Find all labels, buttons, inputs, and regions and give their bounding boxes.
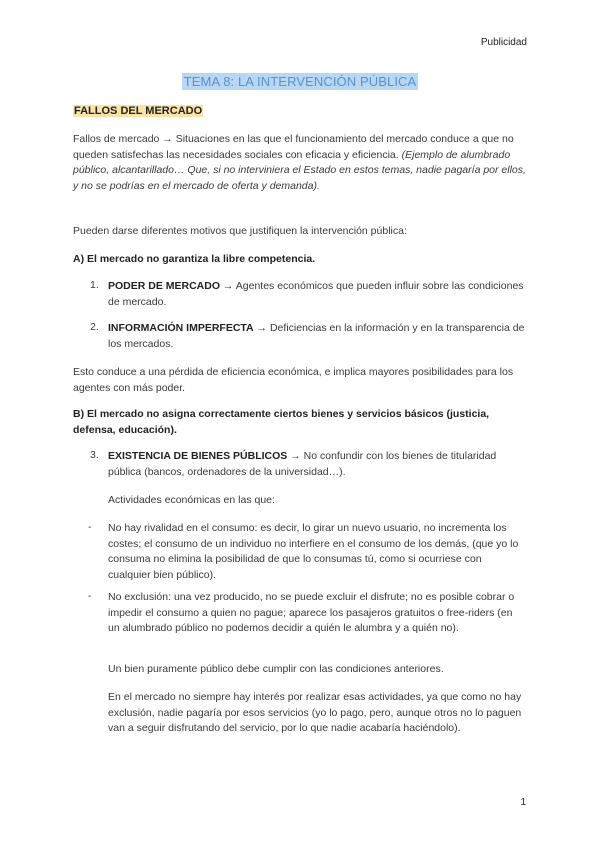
item3-number: 3.	[90, 449, 99, 461]
item1-desc: → Agentes económicos que pueden influir sobre las condiciones de mercado.	[108, 280, 524, 308]
actividades-paragraph: Actividades económicas en las que:	[108, 494, 275, 506]
item3-text	[108, 449, 526, 480]
item2-text	[108, 321, 526, 352]
heading-b: B) El mercado no asigna correctamente ciertos bienes y servicios básicos (justicia, defensa, educación).	[73, 408, 490, 436]
item3-desc: → No confundir con los bienes de titularidad pública (bancos, ordenadores de la universidad…).	[108, 450, 497, 478]
item1-term: PODER DE MERCADO	[108, 280, 221, 292]
intro-lead: Fallos de mercado → Situaciones en las que el funcionamiento del mercado conduce a que no queden satisfechas las necesidades sociales con eficacia y eficiencia.	[73, 133, 514, 161]
conduce-paragraph: Esto conduce a una pérdida de eficiencia económica, e implica mayores posibilidades para los agentes con más poder.	[73, 366, 514, 394]
intro-example: (Ejemplo de alumbrado público, alcantarillado… Que, si no interviniera el Estado en estos temas, nadie pagaría por ellos, y no se podrías en el mercado de oferta y demanda).	[73, 148, 526, 192]
bullet-dash: -	[88, 521, 92, 533]
item1-text	[108, 279, 526, 310]
mercado-paragraph: En el mercado no siempre hay interés por realizar esas actividades, ya que como no hay exclusión, nadie pagaría por esos servicios (yo lo pago, pero, aunque otros no lo paguen van a seguir disfrutando del servicio, por lo que nadie acabaría haciéndolo).	[108, 691, 522, 734]
heading-a: A) El mercado no garantiza la libre competencia.	[73, 253, 316, 265]
item1-number: 1.	[90, 279, 99, 291]
header-subject: Publicidad	[480, 37, 527, 48]
item2-desc: → Deficiencias en la información y en la transparencia de los mercados.	[108, 322, 525, 350]
item2-term: INFORMACIÓN IMPERFECTA	[108, 322, 254, 334]
page-title: TEMA 8: LA INTERVENCIÓN PÚBLICA	[183, 74, 417, 89]
item3-term: EXISTENCIA DE BIENES PÚBLICOS	[108, 450, 288, 462]
item2-number: 2.	[90, 321, 99, 333]
bullet-dash: -	[88, 590, 92, 602]
page-number: 1	[520, 797, 526, 808]
intro-paragraph	[73, 132, 526, 194]
title-wrapper	[0, 73, 600, 91]
section-heading: FALLOS DEL MERCADO	[74, 105, 203, 117]
bullet-rivalidad: No hay rivalidad en el consumo: es decir, lo girar un nuevo usuario, no incrementa los costes; el consumo de un individuo no interfiere en el consumo de los demás, (que yo lo consuma no elimina la posibilidad de que lo consumas tú, como si ocurriese con cualquier bien público).	[108, 522, 519, 581]
bullet-exclusion: No exclusión: una vez producido, no se puede excluir el disfrute; no es posible cobrar o impedir el consumo a quien no pague; aparece los pasajeros gratuitos o free-riders (en un alumbrado público no podemos decidir a quién le alumbra y a quién no).	[108, 591, 515, 634]
motivos-paragraph: Pueden darse diferentes motivos que justifiquen la intervención pública:	[73, 225, 407, 237]
puro-paragraph: Un bien puramente público debe cumplir con las condiciones anteriores.	[108, 663, 444, 675]
